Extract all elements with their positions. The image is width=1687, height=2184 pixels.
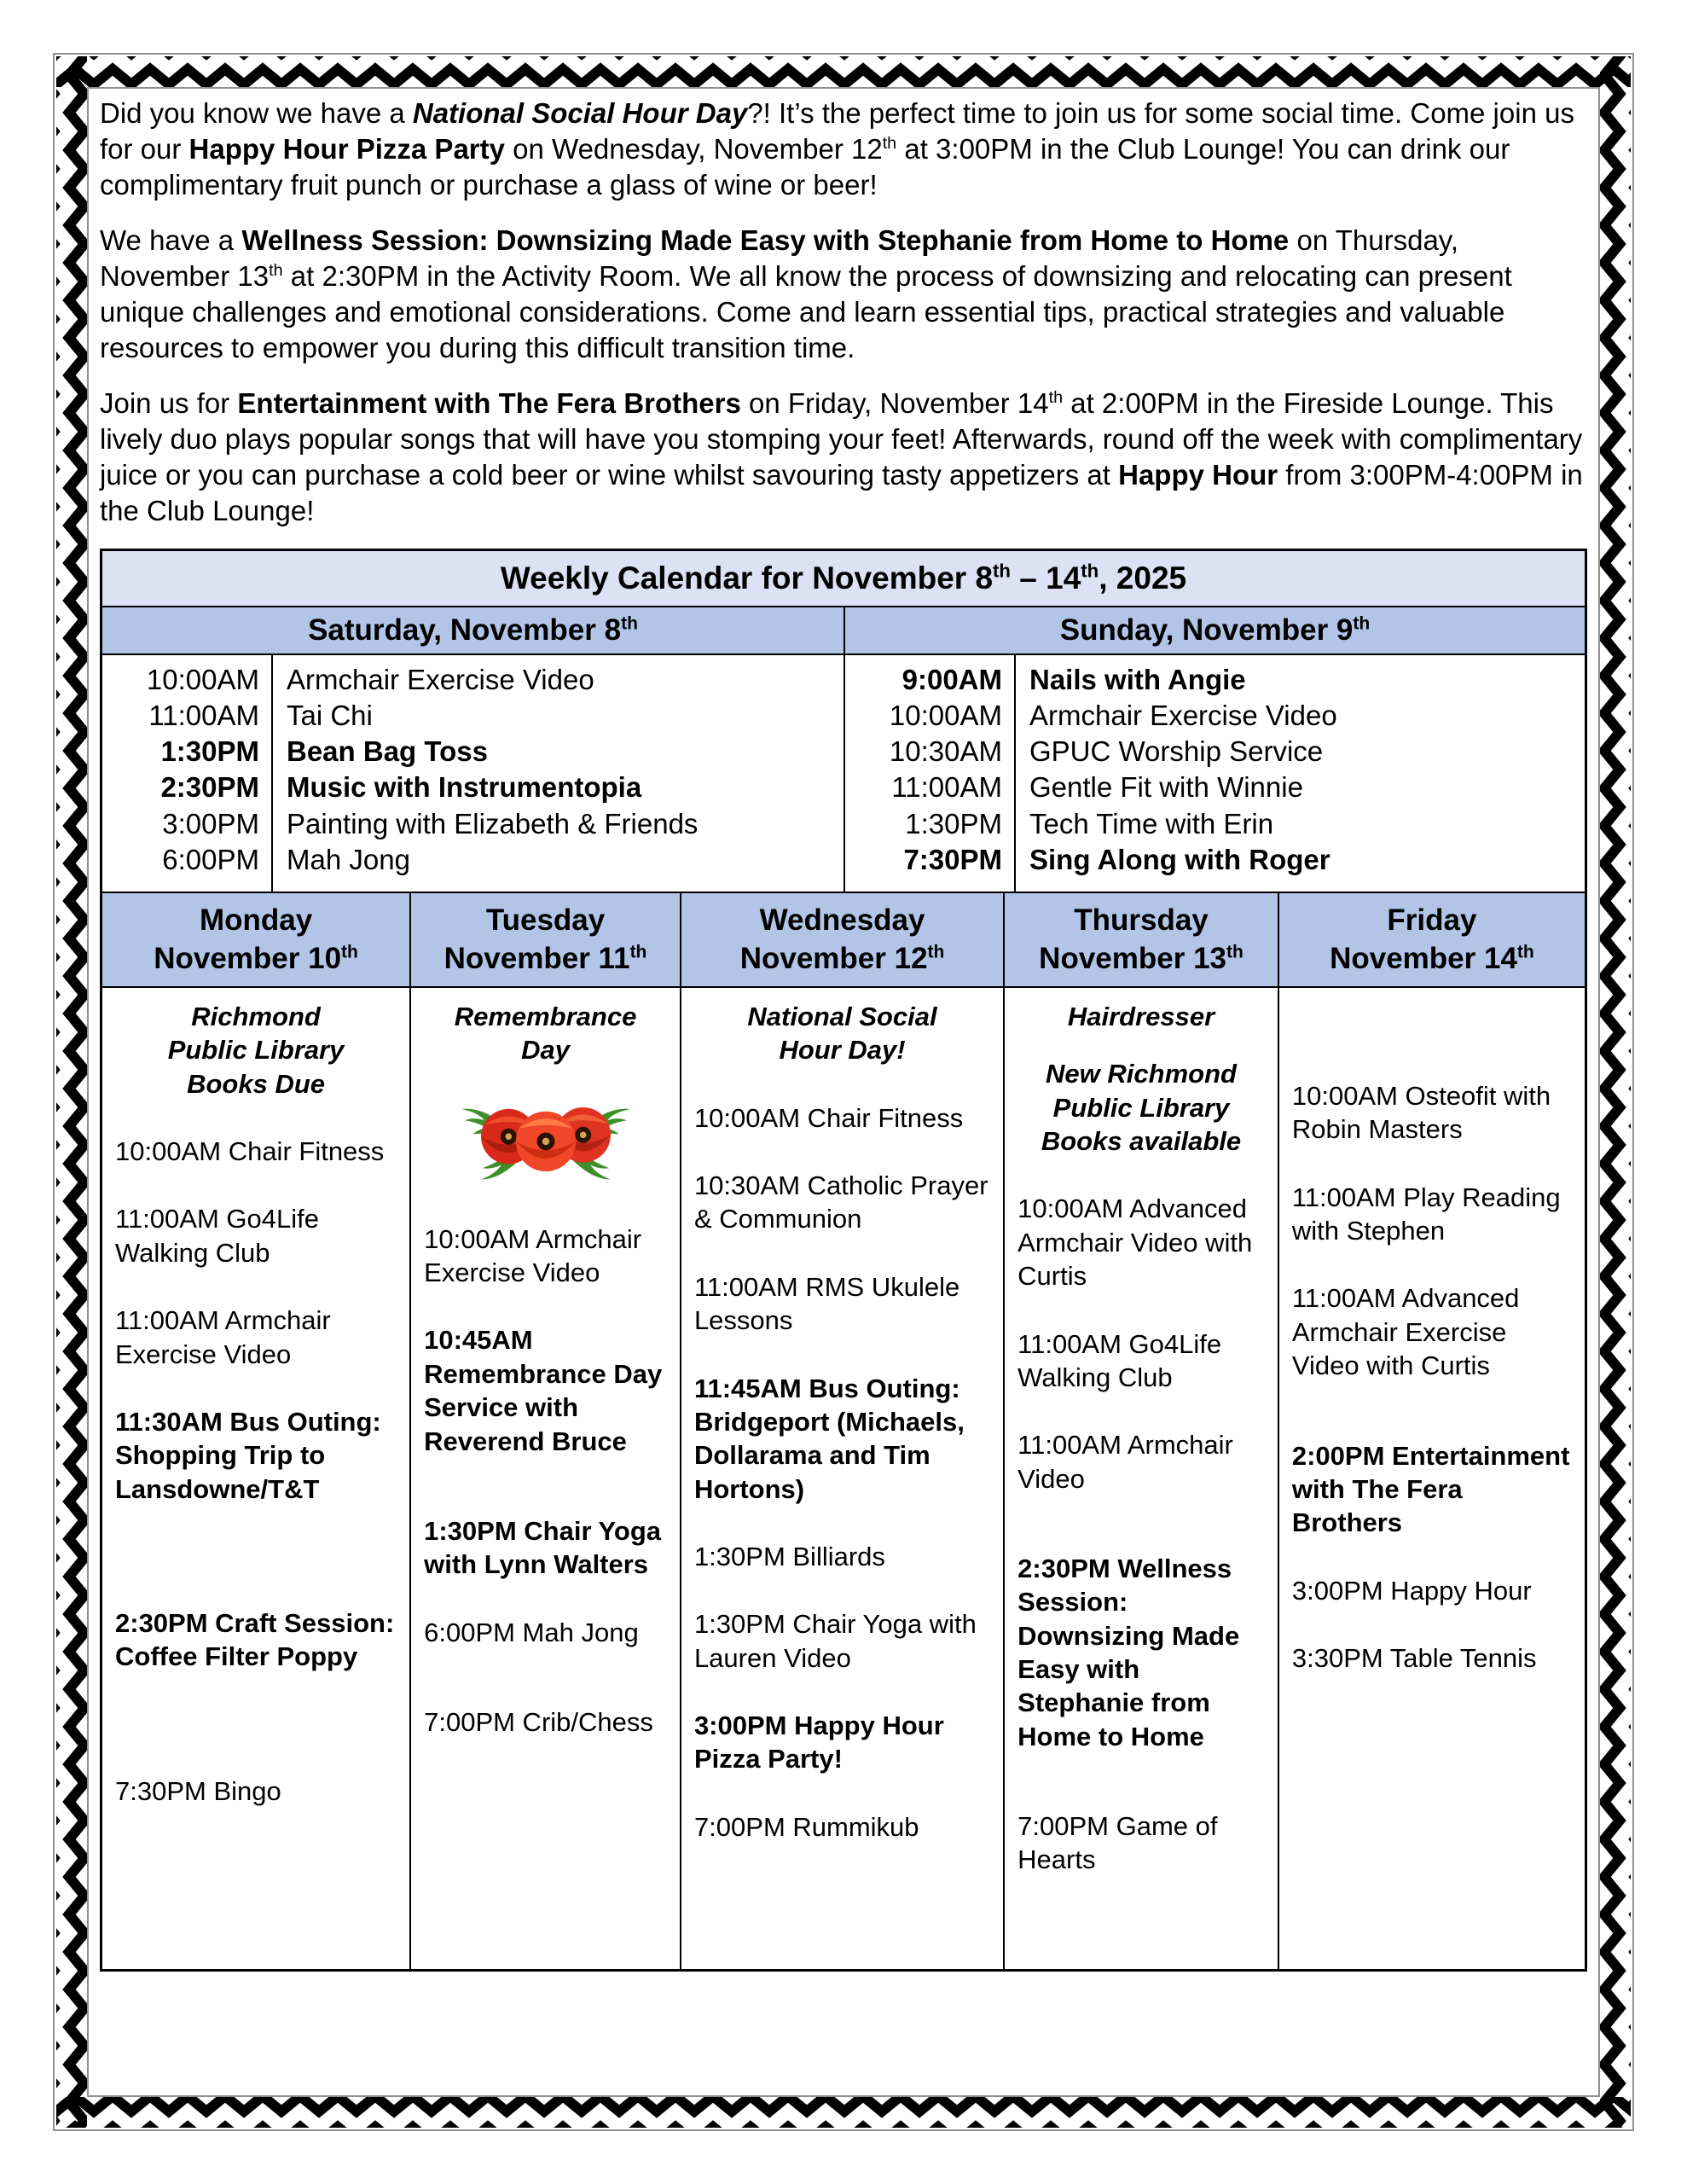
text-run: National Social Hour Day (412, 97, 748, 129)
event-text: 10:30AM Catholic Prayer & Communion (693, 1170, 988, 1234)
event-text: 10:00AM Armchair Exercise Video (424, 1223, 642, 1288)
weekday-header-tuesday (409, 893, 680, 986)
event-text: 3:00PM Happy Hour (1291, 1575, 1532, 1606)
poppies-image-wrap (424, 1091, 667, 1188)
banner-text (1017, 1000, 1265, 1033)
intro-section (100, 96, 1587, 530)
intro-paragraph-wellness (100, 223, 1587, 367)
event-text: 11:00AM Armchair Video (1017, 1430, 1233, 1494)
event-text: 10:00AM Chair Fitness (115, 1136, 385, 1167)
schedule-time: 10:00AM (146, 663, 259, 695)
text-run: at 2:00PM in the Fireside Lounge. This lively duo plays popular songs that will have you stomping your feet! Afterwards, round off the week with complimentary juice or you can purchase a cold beer or wine whilst savouring tasty appetizers at (100, 386, 1583, 491)
weekday-cell-friday (1278, 988, 1585, 1969)
schedule-activity: Music with Instrumentopia (287, 771, 642, 804)
text-run: th (882, 134, 897, 154)
sunday-activities-column (1016, 655, 1585, 892)
event-text: 11:45AM Bus Outing: Bridgeport (Michaels, Dollarama and Tim Hortons) (693, 1373, 965, 1504)
schedule-activity: Mah Jong (287, 843, 410, 875)
saturday-times-column (102, 655, 273, 892)
event-text: 7:00PM Rummikub (693, 1811, 919, 1842)
zigzag-left (56, 56, 87, 2128)
text-run: November 10 (154, 942, 342, 976)
text-run: on Wednesday, November 12 (504, 133, 883, 166)
zigzag-right (1600, 56, 1631, 2128)
text-run: th (1048, 387, 1064, 407)
event-text: 11:00AM Armchair Exercise Video (115, 1305, 331, 1369)
text-run: th (341, 942, 358, 962)
saturday-schedule (102, 655, 844, 892)
schedule-time: 9:00AM (901, 663, 1002, 695)
event-text: 11:30AM Bus Outing: Shopping Trip to Lansdowne/T&T (115, 1406, 381, 1504)
banner-text (115, 1000, 397, 1101)
banner-line: Hairdresser (1067, 1001, 1215, 1031)
schedule-time: 7:30PM (903, 843, 1002, 875)
weekly-calendar-table (100, 549, 1587, 1972)
text-run: th (1081, 560, 1099, 582)
schedule-activity: Painting with Elizabeth & Friends (287, 807, 699, 839)
weekday-name: Tuesday (485, 903, 606, 937)
event-text: 3:30PM Table Tennis (1291, 1642, 1537, 1673)
banner-line: Remembrance (454, 1001, 637, 1031)
text-run: th (927, 942, 945, 962)
event-text: 6:00PM Mah Jong (424, 1617, 639, 1647)
weekday-date (1008, 939, 1274, 979)
schedule-activity: GPUC Worship Service (1029, 735, 1324, 768)
weekday-name: Monday (199, 903, 313, 937)
weekday-cell-wednesday (680, 988, 1003, 1969)
weekday-header-friday (1278, 893, 1585, 986)
schedule-time: 1:30PM (905, 807, 1002, 839)
event-text: 11:00AM RMS Ukulele Lessons (693, 1271, 960, 1336)
banner-line: Public Library (1052, 1092, 1230, 1123)
weekday-header-thursday (1003, 893, 1278, 986)
schedule-time: 6:00PM (162, 843, 259, 875)
event-text: 10:45AM Remembrance Day Service with Reverend Bruce (424, 1325, 663, 1456)
text-run: Sunday, November 9 (1059, 613, 1354, 647)
saturday-activities-column (273, 655, 844, 892)
schedule-time: 1:30PM (160, 735, 259, 768)
event-text: 2:00PM Entertainment with The Fera Brothers (1291, 1440, 1570, 1538)
weekend-schedule-row (102, 653, 1585, 892)
intro-paragraph-social-hour (100, 96, 1587, 204)
weekday-header-row (102, 892, 1585, 986)
event-text: 1:30PM Chair Yoga with Lynn Walters (424, 1515, 662, 1580)
text-run: – 14 (1010, 560, 1081, 595)
schedule-activity: Tai Chi (287, 699, 373, 731)
banner-text (694, 1000, 990, 1067)
text-run: ?! It’s the perfect time to join us for some social time. Come join us for our (100, 97, 1574, 166)
event-text: 2:30PM Craft Session: Coffee Filter Poppy (115, 1607, 395, 1672)
event-text: 10:00AM Advanced Armchair Video with Curtis (1017, 1194, 1253, 1292)
schedule-activity: Armchair Exercise Video (287, 663, 594, 695)
weekday-cell-monday (102, 988, 409, 1969)
event-text: 7:30PM Bingo (115, 1775, 281, 1806)
text-run: th (1516, 942, 1534, 962)
event-text: 11:00AM Go4Life Walking Club (1017, 1328, 1222, 1392)
schedule-activity: Nails with Angie (1029, 663, 1246, 695)
weekday-cell-thursday (1003, 988, 1278, 1969)
event-text: 10:00AM Osteofit with Robin Masters (1291, 1080, 1551, 1145)
schedule-time: 11:00AM (148, 699, 259, 731)
event-text: 1:30PM Chair Yoga with Lauren Video (693, 1609, 977, 1673)
schedule-activity: Sing Along with Roger (1029, 843, 1330, 875)
schedule-time: 3:00PM (162, 807, 259, 839)
text-run: on Thursday, November 13 (100, 224, 1459, 292)
banner-line: Day (521, 1035, 570, 1066)
text-run: th (629, 942, 647, 962)
zigzag-bottom (56, 2097, 1631, 2128)
weekday-name: Thursday (1074, 903, 1209, 937)
schedule-activity: Bean Bag Toss (287, 735, 488, 768)
schedule-time: 2:30PM (160, 771, 259, 804)
weekday-date (415, 939, 676, 979)
sunday-times-column (845, 655, 1016, 892)
text-run: Did you know we have a (100, 97, 413, 129)
page-content (100, 96, 1587, 1972)
poppies-image (449, 1091, 643, 1188)
poppy-flower-center (515, 1111, 575, 1170)
weekday-cell-tuesday (409, 988, 680, 1969)
weekday-name: Wednesday (759, 903, 925, 937)
schedule-activity: Armchair Exercise Video (1029, 699, 1337, 731)
schedule-time: 10:30AM (889, 735, 1002, 768)
text-run: November 14 (1330, 942, 1517, 976)
weekday-date (685, 939, 1000, 979)
text-run: th (621, 613, 638, 633)
text-run: th (1353, 613, 1371, 633)
text-run: Wellness Session: Downsizing Made Easy with Stephanie from Home to Home (241, 224, 1290, 256)
event-text: 10:00AM Chair Fitness (693, 1102, 964, 1133)
text-run: Saturday, November 8 (308, 613, 622, 647)
event-text: 7:00PM Crib/Chess (424, 1706, 653, 1737)
text-run: Happy Hour Pizza Party (188, 133, 505, 166)
saturday-header (102, 607, 844, 653)
text-run: Weekly Calendar for November 8 (500, 560, 994, 595)
event-text: 3:00PM Happy Hour Pizza Party! (693, 1711, 944, 1774)
event-text: 11:00AM Play Reading with Stephen (1291, 1182, 1561, 1246)
schedule-time: 10:00AM (889, 699, 1002, 731)
banner-line: Books Due (187, 1068, 326, 1099)
text-run: November 13 (1039, 942, 1226, 976)
weekend-header-row (102, 606, 1585, 653)
text-run: from 3:00PM-4:00PM in the Club Lounge! (100, 459, 1583, 527)
weekday-header-wednesday (680, 893, 1003, 986)
banner-line: Books available (1041, 1126, 1242, 1157)
event-text: 7:00PM Game of Hearts (1017, 1811, 1218, 1875)
text-run: Entertainment with The Fera Brothers (237, 386, 741, 419)
weekday-date (106, 939, 406, 979)
calendar-title (102, 551, 1585, 606)
text-run: at 3:00PM in the Club Lounge! You can drink our complimentary fruit punch or purchase a glass of wine or beer! (100, 133, 1510, 201)
text-run: on Friday, November 14 (740, 386, 1049, 419)
text-run: th (993, 560, 1011, 582)
event-text: 11:00AM Go4Life Walking Club (115, 1204, 319, 1268)
weekday-name: Friday (1387, 903, 1477, 937)
intro-paragraph-entertainment (100, 386, 1587, 530)
banner-line: New Richmond (1046, 1059, 1237, 1089)
weekday-schedule-row (102, 986, 1585, 1969)
schedule-time: 11:00AM (891, 771, 1002, 804)
schedule-activity: Tech Time with Erin (1029, 807, 1274, 839)
text-run: November 11 (443, 942, 630, 976)
banner-line: Hour Day! (779, 1035, 906, 1066)
event-text: 1:30PM Billiards (693, 1541, 885, 1571)
banner-line: Richmond (191, 1001, 321, 1031)
text-run: Happy Hour (1118, 459, 1278, 491)
text-run: th (1226, 942, 1244, 962)
weekday-header-monday (102, 893, 409, 986)
banner-text (424, 1000, 667, 1067)
banner-text (1017, 1057, 1265, 1158)
schedule-activity: Gentle Fit with Winnie (1029, 771, 1303, 804)
text-run: th (269, 260, 283, 280)
event-text: 11:00AM Advanced Armchair Exercise Video with Curtis (1291, 1283, 1520, 1381)
event-text: 2:30PM Wellness Session: Downsizing Made Easy with Stephanie from Home to Home (1017, 1553, 1240, 1751)
text-run: at 2:30PM in the Activity Room. We all know the process of downsizing and relocating can present unique challenges and emotional considerations. Come and learn essential tips, practical strategies and valuable resources to empower you during this difficult transition time. (100, 259, 1512, 364)
text-run: Join us for (100, 386, 238, 419)
sunday-header (844, 607, 1585, 653)
text-run: We have a (100, 224, 242, 256)
text-run: November 12 (739, 942, 928, 976)
weekday-date (1283, 939, 1581, 979)
banner-line: National Social (747, 1001, 937, 1031)
text-run: , 2025 (1099, 560, 1187, 595)
banner-line: Public Library (167, 1035, 345, 1066)
sunday-schedule (844, 655, 1585, 892)
zigzag-top (56, 56, 1631, 87)
